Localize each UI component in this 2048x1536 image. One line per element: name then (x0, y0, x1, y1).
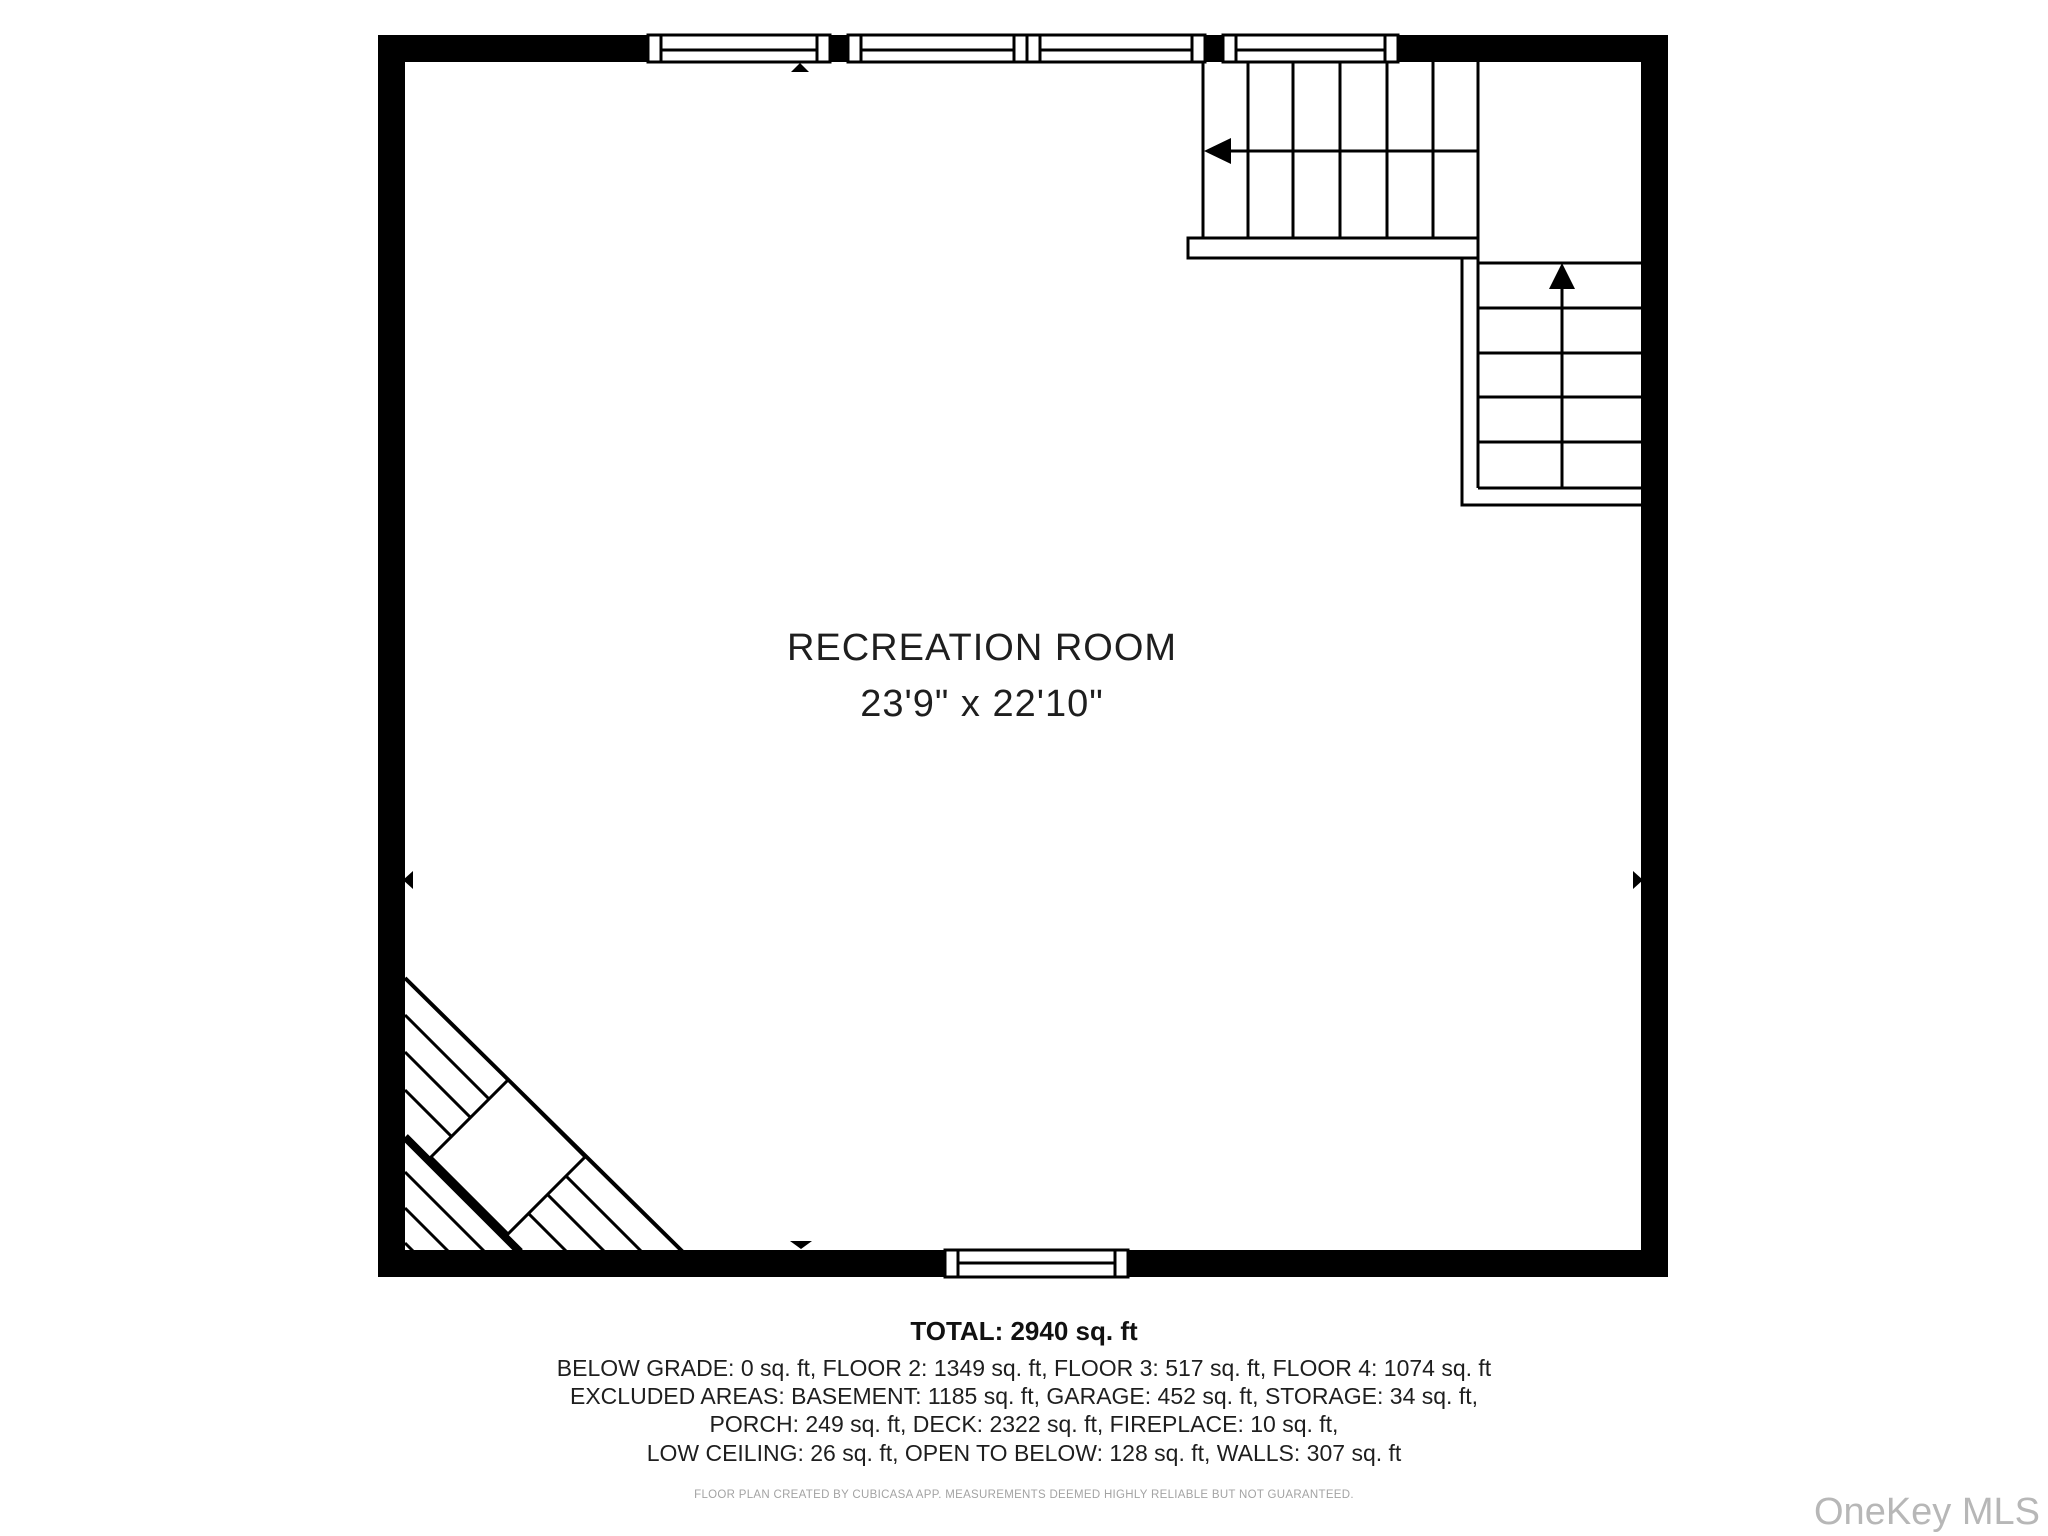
direction-marker-bottom (790, 1241, 812, 1249)
wall-right (1641, 35, 1668, 1277)
stair-treads-horizontal-run (1203, 62, 1478, 488)
fireplace (405, 978, 683, 1252)
wall-left (378, 35, 405, 1277)
window (648, 35, 830, 62)
staircase (1188, 62, 1641, 505)
room-name-label: RECREATION ROOM (786, 627, 1178, 669)
window (848, 35, 1027, 62)
area-line: PORCH: 249 sq. ft, DECK: 2322 sq. ft, FIREPLACE: 10 sq. ft, (709, 1411, 1339, 1437)
total-area-label: TOTAL: 2940 sq. ft (910, 1316, 1138, 1346)
watermark-text: OneKey MLS (1814, 1491, 2040, 1533)
direction-marker-top (791, 63, 809, 72)
window (1027, 35, 1205, 62)
stair-landing-edge (1188, 238, 1478, 258)
area-line: BELOW GRADE: 0 sq. ft, FLOOR 2: 1349 sq. ft, FLOOR 3: 517 sq. ft, FLOOR 4: 1074 sq. ft (556, 1355, 1492, 1381)
stair-arrow-up (1549, 263, 1575, 488)
window (1223, 35, 1398, 62)
room-dimensions-label: 23'9" x 22'10" (860, 683, 1104, 725)
stair-opening-outline (1462, 258, 1641, 505)
windows-top (648, 35, 1398, 62)
disclaimer-text: FLOOR PLAN CREATED BY CUBICASA APP. MEASUREMENTS DEEMED HIGHLY RELIABLE BUT NOT GUARANTEED. (694, 1489, 1354, 1501)
area-line: LOW CEILING: 26 sq. ft, OPEN TO BELOW: 128 sq. ft, WALLS: 307 sq. ft (646, 1440, 1402, 1466)
window-bottom (945, 1250, 1128, 1277)
area-line: EXCLUDED AREAS: BASEMENT: 1185 sq. ft, GARAGE: 452 sq. ft, STORAGE: 34 sq. ft, (570, 1383, 1478, 1409)
area-summary (557, 1316, 1492, 1501)
stair-treads-vertical-run (1478, 263, 1641, 488)
